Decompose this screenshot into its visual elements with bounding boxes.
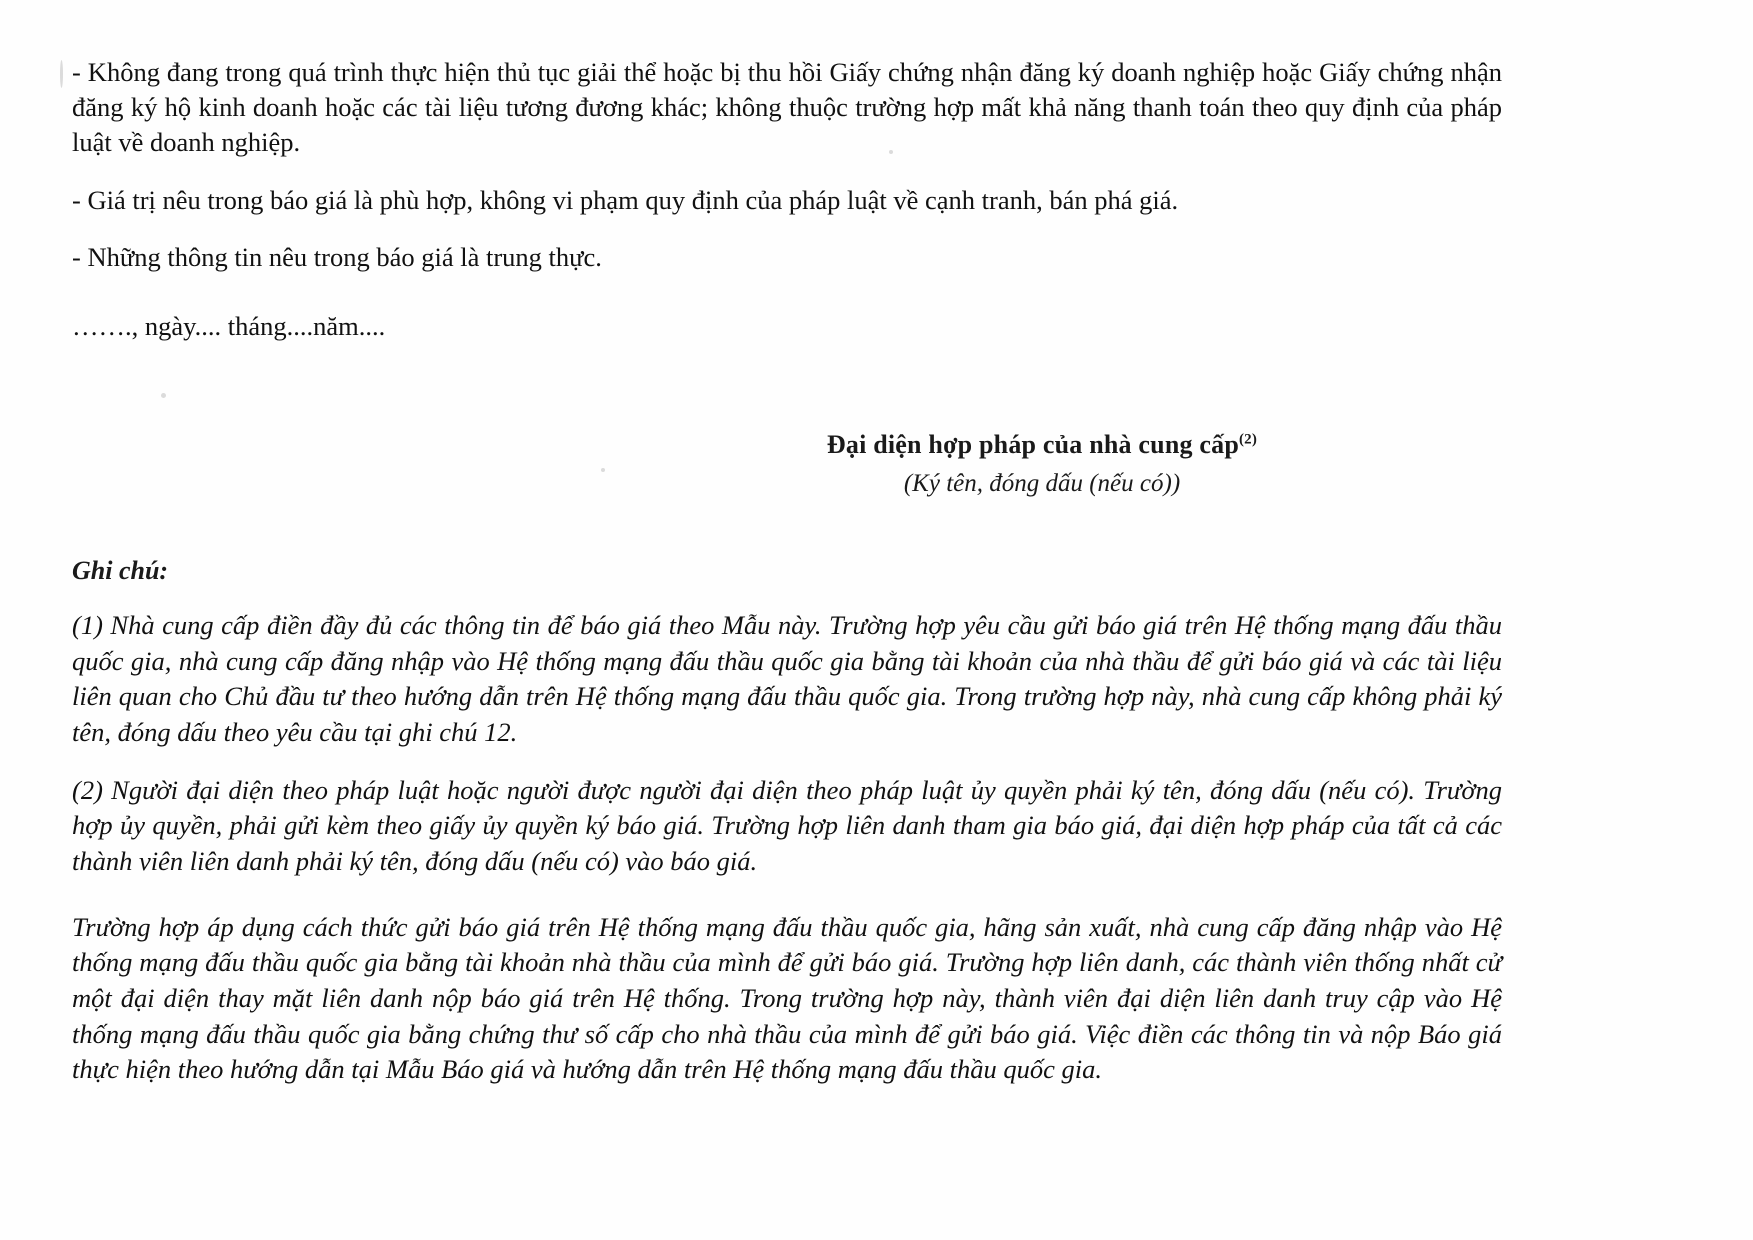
signature-title-text: Đại diện hợp pháp của nhà cung cấp <box>826 430 1239 460</box>
bullet-item: - Những thông tin nêu trong báo giá là trung thực. <box>72 241 602 272</box>
signature-block <box>622 430 1462 498</box>
bullet-list <box>72 55 1502 275</box>
signature-title-superscript: (2) <box>1238 431 1258 448</box>
bullet-item: - Không đang trong quá trình thực hiện thủ tục giải thể hoặc bị thu hồi Giấy chứng nhận đăng ký doanh nghiệp hoặc Giấy chứng nhận đăng ký hộ kinh doanh hoặc các tài liệu tương đương khác; không thuộc trường hợp mất khả năng thanh toán theo quy định của pháp luật về doanh nghiệp. <box>72 57 1502 158</box>
signature-title <box>622 430 1462 460</box>
note-item: Trường hợp áp dụng cách thức gửi báo giá trên Hệ thống mạng đấu thầu quốc gia, hãng sản xuất, nhà cung cấp đăng nhập vào Hệ thống mạng đấu thầu quốc gia bằng tài khoản nhà thầu của mình để gửi báo giá. Trường hợp liên danh, các thành viên thống nhất cử một đại diện thay mặt liên danh nộp báo giá trên Hệ thống. Trong trường hợp này, thành viên đại diện liên danh truy cập vào Hệ thống mạng đấu thầu quốc gia bằng chứng thư số cấp cho nhà thầu của mình để gửi báo giá. Việc điền các thông tin và nộp Báo giá thực hiện theo hướng dẫn tại Mẫu Báo giá và hướng dẫn trên Hệ thống mạng đấu thầu quốc gia. <box>72 911 1502 1085</box>
signature-subtitle: (Ký tên, đóng dấu (nếu có)) <box>903 470 1181 498</box>
notes-heading: Ghi chú: <box>72 556 169 586</box>
date-line: ……., ngày.... tháng....năm.... <box>72 311 386 342</box>
note-item: (2) Người đại diện theo pháp luật hoặc người được người đại diện theo pháp luật ủy quyền phải ký tên, đóng dấu (nếu có). Trường hợp ủy quyền, phải gửi kèm theo giấy ủy quyền ký báo giá. Trường hợp liên danh tham gia báo giá, đại diện hợp pháp của tất cả các thành viên liên danh phải ký tên, đóng dấu (nếu có) vào báo giá. <box>72 774 1502 877</box>
bullet-item: - Giá trị nêu trong báo giá là phù hợp, không vi phạm quy định của pháp luật về cạnh tranh, bán phá giá. <box>72 184 1179 215</box>
scan-speck <box>60 60 63 88</box>
note-item: (1) Nhà cung cấp điền đầy đủ các thông tin để báo giá theo Mẫu này. Trường hợp yêu cầu gửi báo giá trên Hệ thống mạng đấu thầu quốc gia, nhà cung cấp đăng nhập vào Hệ thống mạng đấu thầu quốc gia bằng tài khoản của nhà thầu để gửi báo giá và các tài liệu liên quan cho Chủ đầu tư theo hướng dẫn trên Hệ thống mạng đấu thầu quốc gia. Trong trường hợp này, nhà cung cấp không phải ký tên, đóng dấu theo yêu cầu tại ghi chú 12. <box>72 610 1502 748</box>
document-body <box>72 55 1502 1088</box>
